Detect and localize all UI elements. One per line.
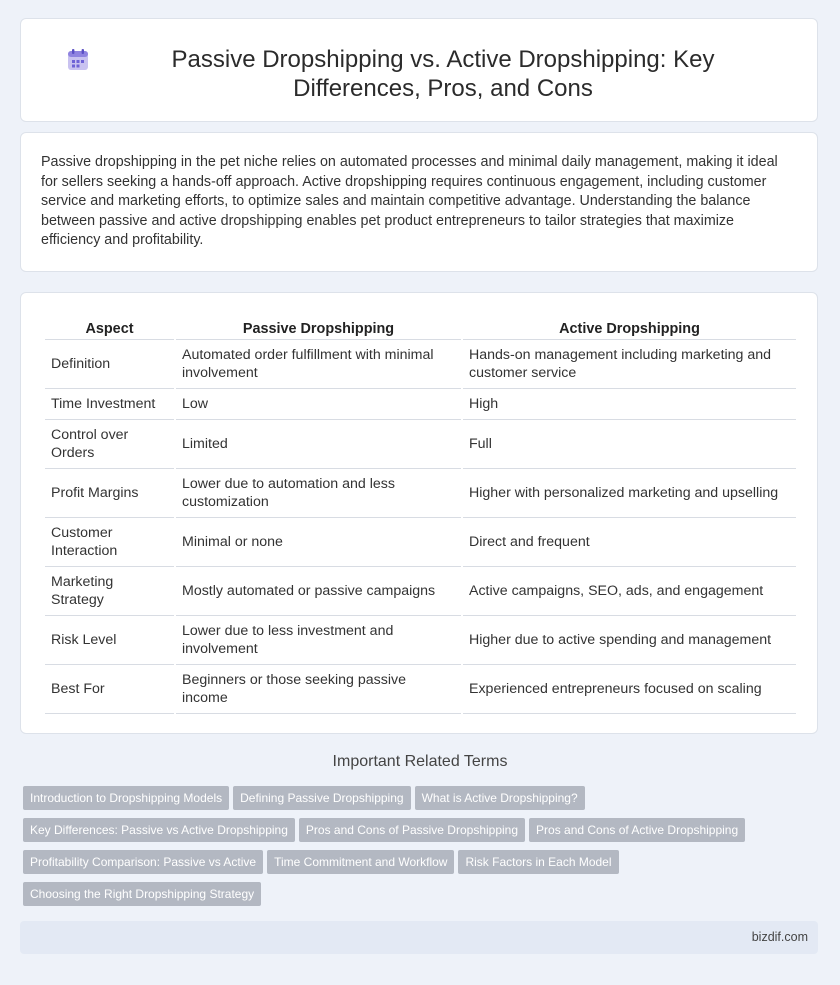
table-row: [45, 616, 796, 665]
table-cell: Best For: [45, 665, 174, 714]
table-cell: Control over Orders: [45, 420, 174, 469]
intro-card: [20, 132, 818, 272]
related-term-tag[interactable]: Key Differences: Passive vs Active Dropshipping: [23, 818, 295, 842]
calendar-icon: [65, 47, 91, 73]
table-cell: Customer Interaction: [45, 518, 174, 567]
table-row: [45, 420, 796, 469]
table-cell: Time Investment: [45, 389, 174, 420]
table-cell: High: [463, 389, 796, 420]
table-cell: Active campaigns, SEO, ads, and engagement: [463, 567, 796, 616]
table-cell: Definition: [45, 340, 174, 389]
header-aspect: Aspect: [45, 315, 174, 340]
footer: [20, 921, 818, 954]
comparison-table: [43, 315, 798, 714]
related-term-tag[interactable]: Profitability Comparison: Passive vs Active: [23, 850, 263, 874]
related-term-tag[interactable]: Risk Factors in Each Model: [458, 850, 618, 874]
table-row: [45, 389, 796, 420]
related-term-tag[interactable]: Pros and Cons of Active Dropshipping: [529, 818, 745, 842]
table-row: [45, 518, 796, 567]
table-cell: Lower due to automation and less customization: [176, 469, 461, 518]
table-cell: Limited: [176, 420, 461, 469]
page-title: Passive Dropshipping vs. Active Dropshipping: Key Differences, Pros, and Cons: [171, 46, 715, 102]
table-cell: Risk Level: [45, 616, 174, 665]
table-cell: Beginners or those seeking passive income: [176, 665, 461, 714]
table-cell: Full: [463, 420, 796, 469]
table-cell: Lower due to less investment and involvement: [176, 616, 461, 665]
table-cell: Low: [176, 389, 461, 420]
table-cell: Automated order fulfillment with minimal involvement: [176, 340, 461, 389]
table-cell: Higher due to active spending and management: [463, 616, 796, 665]
related-term-tag[interactable]: What is Active Dropshipping?: [415, 786, 585, 810]
related-term-tag[interactable]: Defining Passive Dropshipping: [233, 786, 410, 810]
table-cell: Marketing Strategy: [45, 567, 174, 616]
related-term-tag[interactable]: Introduction to Dropshipping Models: [23, 786, 229, 810]
related-terms-title: Important Related Terms: [332, 753, 508, 770]
table-row: [45, 665, 796, 714]
related-term-tag[interactable]: Time Commitment and Workflow: [267, 850, 454, 874]
table-cell: Direct and frequent: [463, 518, 796, 567]
table-cell: Higher with personalized marketing and upselling: [463, 469, 796, 518]
table-row: [45, 340, 796, 389]
comparison-card: [20, 292, 818, 734]
related-term-tag[interactable]: Choosing the Right Dropshipping Strategy: [23, 882, 261, 906]
intro-text: Passive dropshipping in the pet niche relies on automated processes and minimal daily management, making it ideal for sellers seeking a hands-off approach. Active dropshipping requires continuous engagement, including customer service and marketing efforts, to optimize sales and maintain competitive advantage. Understanding the balance between passive and active dropshipping enables pet product entrepreneurs to tailor strategies that maximize efficiency and profitability.: [41, 154, 778, 249]
table-cell: Minimal or none: [176, 518, 461, 567]
table-cell: Mostly automated or passive campaigns: [176, 567, 461, 616]
related-term-tag[interactable]: Pros and Cons of Passive Dropshipping: [299, 818, 525, 842]
table-cell: Experienced entrepreneurs focused on scaling: [463, 665, 796, 714]
table-cell: Profit Margins: [45, 469, 174, 518]
table-cell: Hands-on management including marketing and customer service: [463, 340, 796, 389]
footer-site-link[interactable]: bizdif.com: [751, 930, 808, 944]
header-card: [20, 18, 818, 122]
table-row: [45, 567, 796, 616]
table-row: [45, 469, 796, 518]
header-active: Active Dropshipping: [463, 315, 796, 340]
related-terms-list: [23, 786, 813, 914]
header-passive: Passive Dropshipping: [176, 315, 461, 340]
